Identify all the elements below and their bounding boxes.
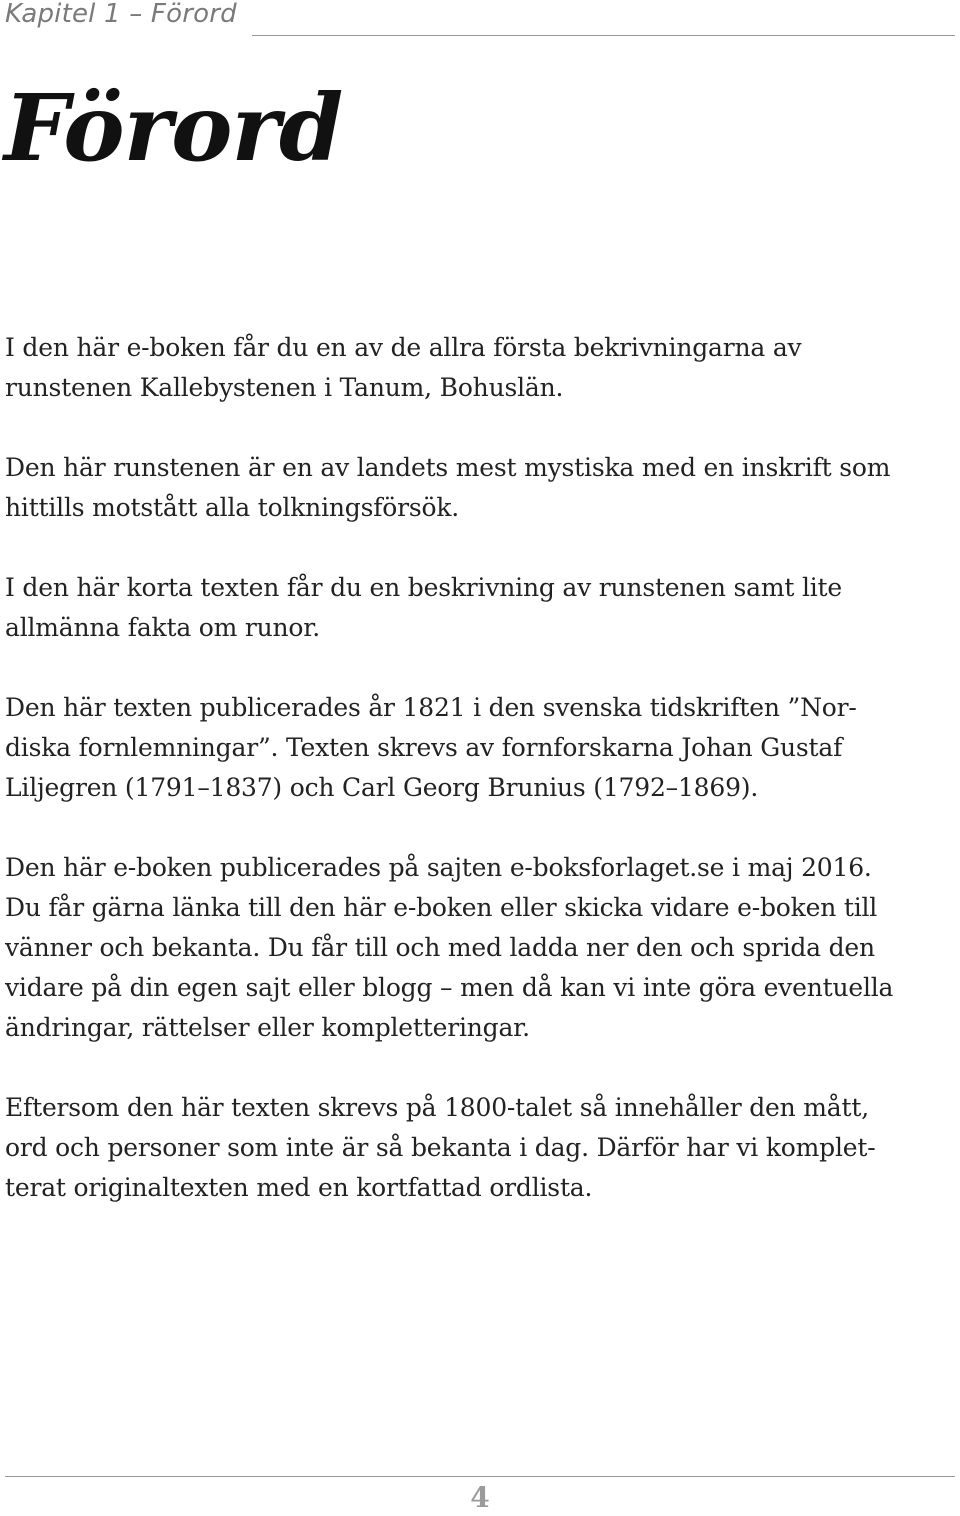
text-line: vänner och bekanta. Du får till och med ladda ner den och sprida den — [5, 933, 875, 962]
page-number: 4 — [470, 1481, 490, 1514]
text-line: allmänna fakta om runor. — [5, 613, 321, 642]
chapter-title: Förord — [4, 74, 343, 182]
text-line: vidare på din egen sajt eller blogg – men då kan vi inte göra eventuella — [5, 973, 894, 1002]
paragraph-intro — [5, 328, 943, 408]
paragraph-glossary-note — [5, 1088, 943, 1208]
text-line: Liljegren (1791–1837) och Carl Georg Brunius (1792–1869). — [5, 773, 759, 802]
text-line: Den här e-boken publicerades på sajten e-boksforlaget.se i maj 2016. — [5, 853, 872, 882]
text-line: hittills motstått alla tolkningsförsök. — [5, 493, 460, 522]
text-line: Du får gärna länka till den här e-boken eller skicka vidare e-boken till — [5, 893, 878, 922]
text-line: Eftersom den här texten skrevs på 1800-talet så innehåller den mått, — [5, 1093, 869, 1122]
paragraph-license — [5, 848, 943, 1048]
paragraph-publication-history — [5, 688, 943, 808]
running-header: Kapitel 1 – Förord — [5, 0, 237, 29]
text-line: terat originaltexten med en kortfattad ordlista. — [5, 1173, 593, 1202]
paragraph-description — [5, 568, 943, 648]
text-line: Den här runstenen är en av landets mest mystiska med en inskrift som — [5, 453, 891, 482]
header-rule — [252, 35, 955, 36]
text-line: diska fornlemningar”. Texten skrevs av fornforskarna Johan Gustaf — [5, 733, 843, 762]
text-line: ändringar, rättelser eller kompletteringar. — [5, 1013, 530, 1042]
body-text — [5, 328, 943, 1248]
footer-rule — [5, 1476, 955, 1477]
paragraph-mystery — [5, 448, 943, 528]
text-line: I den här e-boken får du en av de allra första bekrivningarna av — [5, 333, 802, 362]
text-line: runstenen Kallebystenen i Tanum, Bohuslän. — [5, 373, 564, 402]
text-line: ord och personer som inte är så bekanta i dag. Därför har vi komplet- — [5, 1133, 876, 1162]
text-line: I den här korta texten får du en beskrivning av runstenen samt lite — [5, 573, 843, 602]
text-line: Den här texten publicerades år 1821 i den svenska tidskriften ”Nor- — [5, 693, 857, 722]
